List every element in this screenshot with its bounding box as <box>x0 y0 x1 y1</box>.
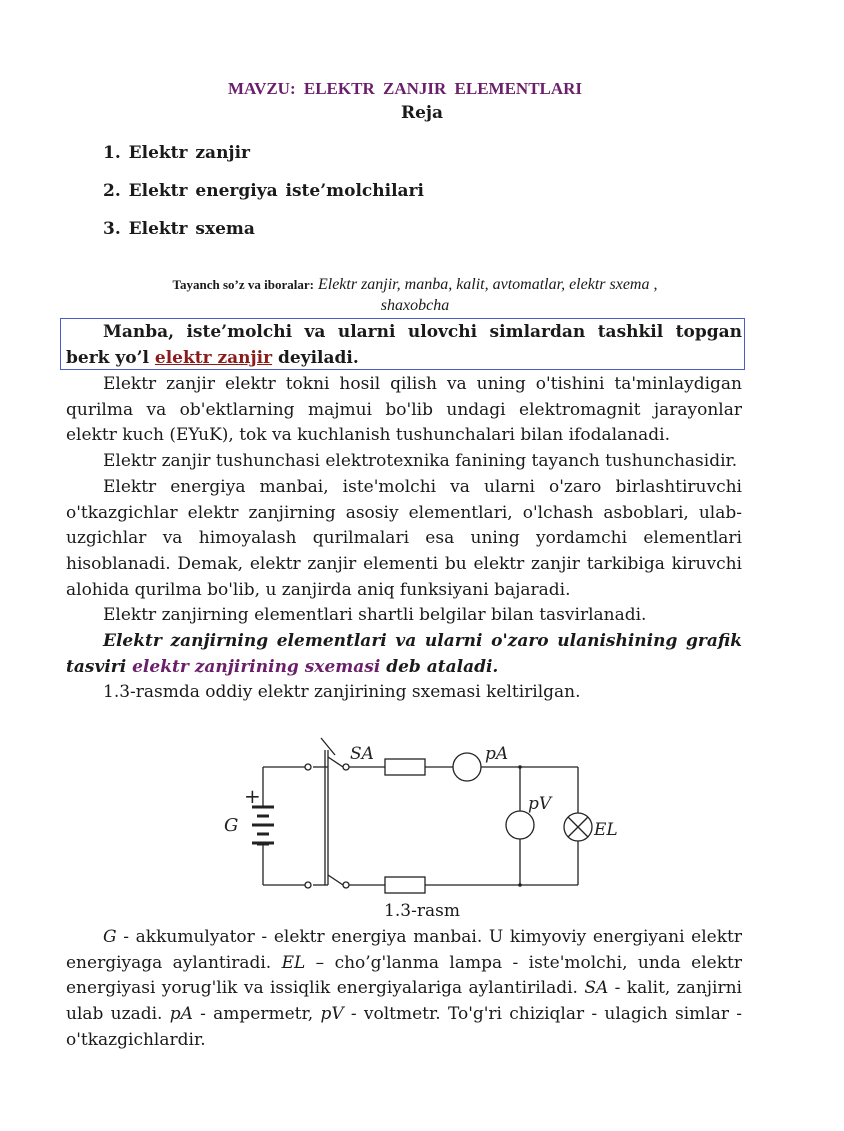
paragraph-3: Elektr energiya manbai, iste'molchi va ularni o'zaro birlashtiruvchi o'tkazgichlar elektr zanjirning asosiy elementlari, o'lchash asboblari, ulab-uzgichlar va himoyalash qurilmalari esa uning yordamchi elementlari hisoblanadi. Demak, elektr zanjir elementi bu elektr zanjir tarkibiga kiruvchi alohida qurilma bo'lib, u zanjirda aniq funksiyani bajaradi. <box>66 476 742 600</box>
legend-pa-text: - ampermetr, <box>192 1004 321 1025</box>
label-el: EL <box>594 820 618 840</box>
keywords-text-2: shaxobcha <box>380 297 450 314</box>
paragraph-5-a: Elektr zanjirning elementlari va ularni o'zaro ulanishining grafik tasviri <box>66 631 742 677</box>
legend-paragraph <box>66 925 742 1054</box>
paragraph-2: Elektr zanjir tushunchasi elektrotexnika fanining tayanch tushunchasidir. <box>103 451 738 472</box>
legend-sa-text: - kalit, zanjirni ulab uzadi. <box>66 978 742 1025</box>
switch-sa <box>313 738 343 885</box>
fuse-top <box>385 759 425 775</box>
legend-pa-symbol: pA <box>169 1004 193 1025</box>
page-title: MAVZU: ELEKTR ZANJIR ELEMENTLARI <box>227 79 583 98</box>
label-g: G <box>224 815 239 836</box>
legend-pv-symbol: pV <box>320 1004 344 1025</box>
definition-line-1: Manba, iste’molchi va ularni ulovchi simlardan tashkil topgan <box>103 322 742 342</box>
keywords-label: Tayanch so’z va iboralar: <box>172 277 314 292</box>
paragraph-4: Elektr zanjirning elementlari shartli belgilar bilan tasvirlanadi. <box>103 605 647 626</box>
definition-link[interactable]: elektr zanjir <box>154 347 273 368</box>
legend-el-symbol: EL <box>281 952 306 973</box>
body-text <box>66 372 742 706</box>
plan-item-2: 2. Elektr energiya iste’molchilari <box>103 181 424 201</box>
terminal-bottom-right <box>343 882 349 888</box>
definition <box>66 320 742 371</box>
sxema-link[interactable]: elektr zanjirining sxemasi <box>132 656 381 677</box>
label-plus: + <box>244 784 261 808</box>
definition-line-2 <box>66 346 742 372</box>
label-pv: pV <box>528 794 552 814</box>
keywords-text: Elektr zanjir, manba, kalit, avtomatlar, elektr sxema , <box>313 276 658 293</box>
keywords <box>60 274 770 316</box>
terminal-top-right <box>343 764 349 770</box>
definition-part2: berk yo’l <box>66 347 155 368</box>
legend-el-text: – cho’g'lanma lampa - iste'molchi, unda elektr energiyasi yorug'lik va issiqlik energiyalariga aylantiriladi. <box>66 952 742 999</box>
fuse-bottom <box>385 877 425 893</box>
label-pa: pA <box>485 744 509 764</box>
definition-part3: deyiladi. <box>272 347 359 368</box>
legend-pv-text: - voltmetr. To'g'ri chiziqlar - ulagich simlar - o'tkazgichlardir. <box>66 1004 742 1050</box>
plan-item-3: 3. Elektr sxema <box>103 219 255 239</box>
legend-text <box>66 925 742 1054</box>
paragraph-5-b: deb ataladi. <box>380 656 499 677</box>
terminal-top-left <box>305 764 311 770</box>
figure-caption: 1.3-rasm <box>384 901 460 921</box>
plan-heading: Reja <box>400 103 444 123</box>
paragraph-5 <box>66 629 742 680</box>
circuit-diagram <box>210 735 618 895</box>
ammeter <box>453 753 481 781</box>
legend-g-symbol: G <box>103 927 117 947</box>
plan-item-1: 1. Elektr zanjir <box>103 143 250 163</box>
legend-sa-symbol: SA <box>584 978 609 999</box>
label-sa: SA <box>350 744 374 764</box>
terminal-bottom-left <box>305 882 311 888</box>
voltmeter <box>506 811 534 839</box>
legend-g-text: - akkumulyator - elektr energiya manbai. U kimyoviy energiyani elektr energiyaga aylantiradi. <box>66 927 742 973</box>
paragraph-1: Elektr zanjir elektr tokni hosil qilish va uning o'tishini ta'minlaydigan qurilma va ob'ektlarning majmui bo'lib undagi elektromagnit jarayonlar elektr kuch (EYuK), tok va kuchlanish tushunchalari bilan ifodalanadi. <box>66 374 742 446</box>
paragraph-6: 1.3-rasmda oddiy elektr zanjirining sxemasi keltirilgan. <box>103 682 581 703</box>
